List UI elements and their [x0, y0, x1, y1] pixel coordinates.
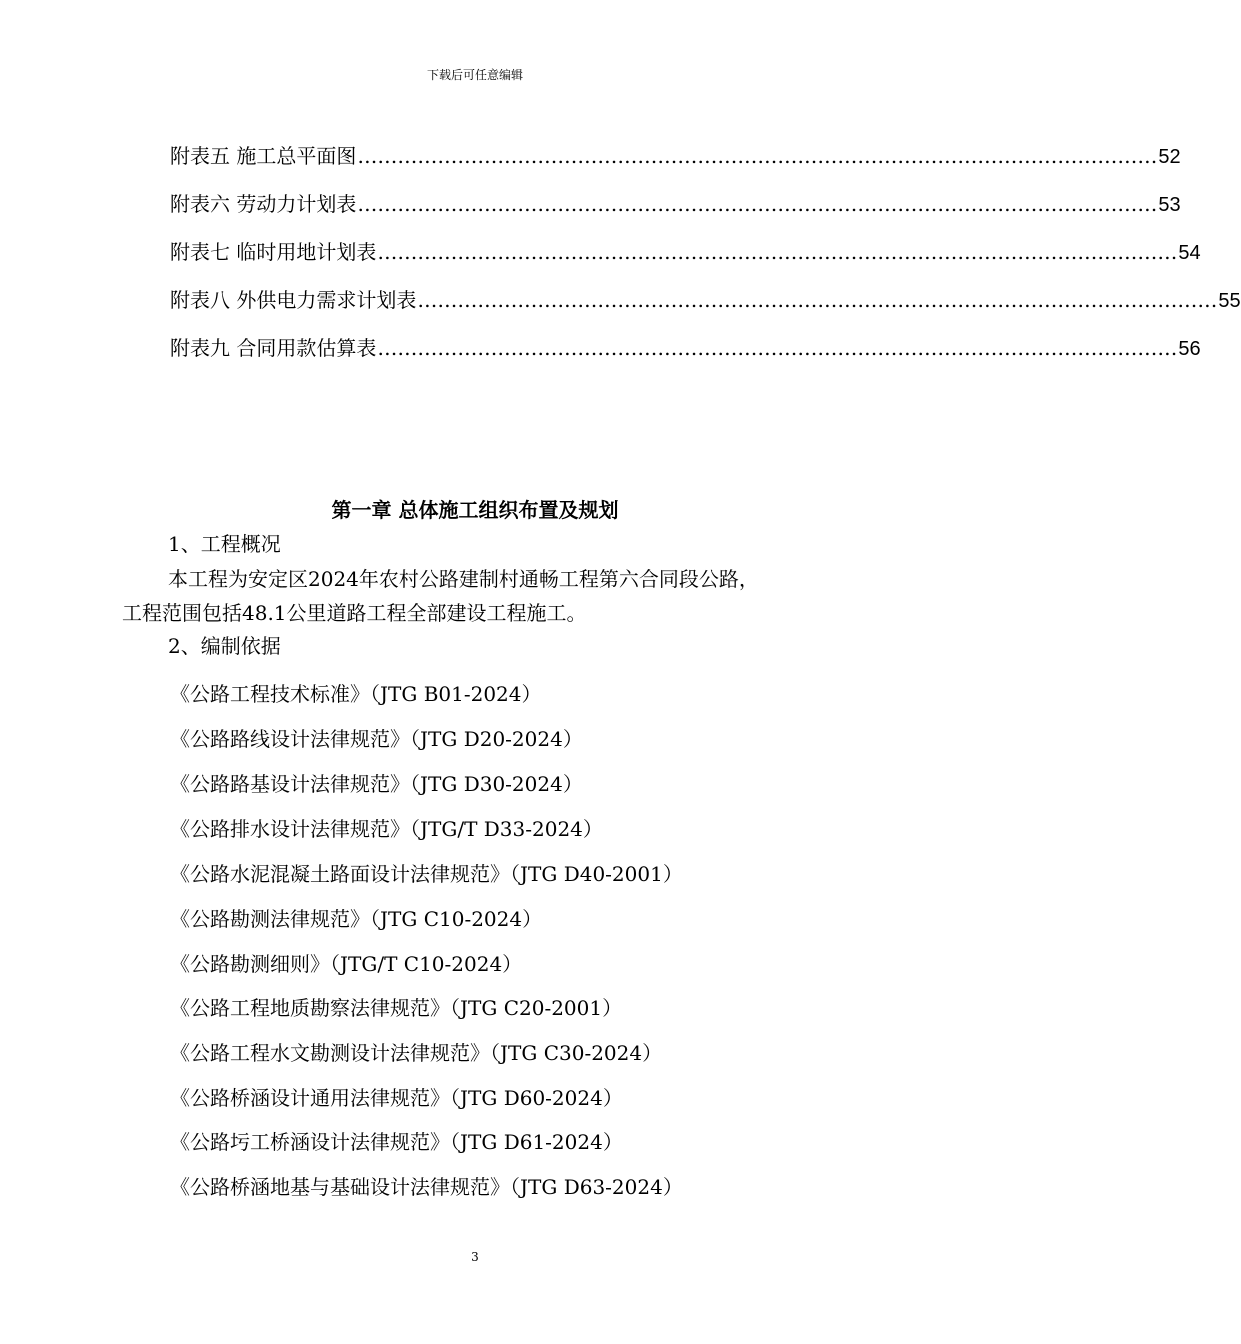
reference-item: 《公路排水设计法律规范》（JTG/T D33-2024）	[170, 817, 603, 841]
reference-item: 《公路勘测法律规范》（JTG C10-2024）	[170, 907, 543, 931]
toc-entry-label: 附表五 施工总平面图	[170, 144, 357, 168]
toc-entry-label: 附表六 劳动力计划表	[170, 192, 357, 216]
body-paragraph-line: 本工程为安定区2024年农村公路建制村通畅工程第六合同段公路，	[168, 567, 759, 591]
toc-entry-page: 52	[1158, 146, 1181, 168]
toc-leader-dots: …………………………………………………………………………………………………………	[417, 288, 1218, 312]
body-paragraph-line: 工程范围包括48.1公里道路工程全部建设工程施工。	[122, 601, 587, 625]
toc-entry[interactable]	[170, 140, 1181, 170]
toc-leader-dots: …………………………………………………………………………………………………………	[357, 192, 1158, 216]
section-heading: 2、编制依据	[168, 634, 281, 658]
reference-item: 《公路桥涵设计通用法律规范》（JTG D60-2024）	[170, 1086, 623, 1110]
reference-item: 《公路工程技术标准》（JTG B01-2024）	[170, 682, 542, 706]
reference-item: 《公路水泥混凝土路面设计法律规范》（JTG D40-2001）	[170, 862, 683, 886]
reference-item: 《公路工程地质勘察法律规范》（JTG C20-2001）	[170, 996, 623, 1020]
chapter-title: 第一章 总体施工组织布置及规划	[331, 498, 619, 522]
toc-leader-dots: …………………………………………………………………………………………………………	[377, 240, 1178, 264]
reference-item: 《公路桥涵地基与基础设计法律规范》（JTG D63-2024）	[170, 1175, 683, 1199]
toc-entry[interactable]	[170, 188, 1181, 218]
toc-entry-label: 附表九 合同用款估算表	[170, 336, 377, 360]
toc-entry-page: 54	[1178, 242, 1201, 264]
toc-entry-page: 53	[1158, 194, 1181, 216]
toc-leader-dots: …………………………………………………………………………………………………………	[377, 336, 1178, 360]
section-heading: 1、工程概况	[168, 532, 281, 556]
toc-entry[interactable]	[170, 332, 1201, 362]
toc-entry-page: 56	[1178, 338, 1201, 360]
reference-item: 《公路路基设计法律规范》（JTG D30-2024）	[170, 772, 583, 796]
toc-entry[interactable]	[170, 236, 1201, 266]
page-number: 3	[471, 1250, 479, 1264]
toc-entry-page: 55	[1218, 290, 1241, 312]
reference-item: 《公路圬工桥涵设计法律规范》（JTG D61-2024）	[170, 1130, 623, 1154]
toc-entry-label: 附表七 临时用地计划表	[170, 240, 377, 264]
toc-leader-dots: …………………………………………………………………………………………………………	[357, 144, 1158, 168]
reference-item: 《公路工程水文勘测设计法律规范》（JTG C30-2024）	[170, 1041, 663, 1065]
reference-item: 《公路路线设计法律规范》（JTG D20-2024）	[170, 727, 583, 751]
reference-item: 《公路勘测细则》（JTG/T C10-2024）	[170, 952, 523, 976]
page-header: 下载后可任意编辑	[426, 68, 523, 82]
toc-entry[interactable]	[170, 284, 1241, 314]
toc-entry-label: 附表八 外供电力需求计划表	[170, 288, 417, 312]
